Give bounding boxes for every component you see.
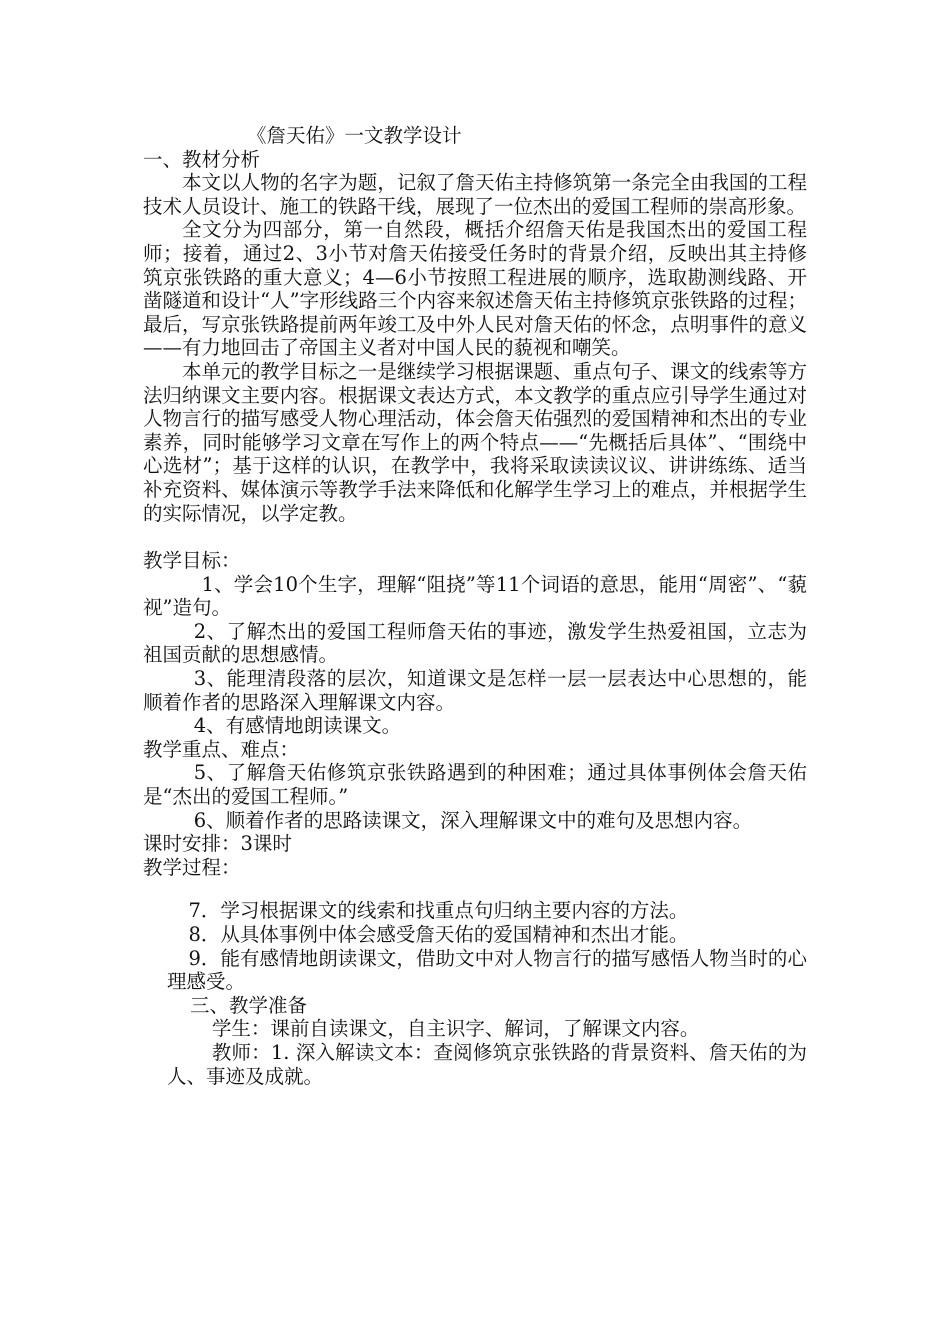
process-item: 7．学习根据课文的线索和找重点句归纳主要内容的方法。	[188, 899, 689, 923]
key-point-item: 5、了解詹天佑修筑京张铁路遇到的种困难；通过具体事例体会詹天佑是“杰出的爱国工程师。”	[143, 761, 807, 809]
preparation-teacher: 教师：1. 深入解读文本：查阅修筑京张铁路的背景资料、詹天佑的为人、事迹及成就。	[167, 1040, 807, 1088]
goal-item: 3、能理清段落的层次，知道课文是怎样一层一层表达中心思想的，能顺着作者的思路深入理解课文内容。	[143, 667, 807, 714]
goal-item: 1、学会10个生字，理解“阻挠”等11个词语的意思，能用“周密”、“藐视”造句。	[143, 572, 807, 620]
goal-item: 4、有感情地朗读课文。	[193, 714, 402, 738]
key-point-item: 6、顺着作者的思路读课文，深入理解课文中的难句及思想内容。	[193, 808, 753, 832]
section-heading-teaching-goals: 教学目标：	[143, 549, 241, 573]
analysis-paragraph: 本文以人物的名字为题，记叙了詹天佑主持修筑第一条完全由我国的工程技术人员设计、施工的铁路干线，展现了一位杰出的爱国工程师的崇高形象。	[143, 171, 807, 218]
section-heading-material-analysis: 一、教材分析	[143, 147, 261, 171]
section-heading-preparation: 三、教学准备	[190, 993, 308, 1017]
section-heading-key-points: 教学重点、难点：	[143, 737, 300, 761]
analysis-paragraph: 全文分为四部分，第一自然段，概括介绍詹天佑是我国杰出的爱国工程师；接着，通过2、3小节对詹天佑接受任务时的背景介绍，反映出其主持修筑京张铁路的重大意义；4—6小节按照工程进展的顺序，选取勘测线路、开凿隧道和设计“人”字形线路三个内容来叙述詹天佑主持修筑京张铁路的过程；最后，写京张铁路提前两年竣工及中外人民对詹天佑的怀念，点明事件的意义——有力地回击了帝国主义者对中国人民的藐视和嘲笑。	[143, 218, 807, 360]
schedule-line: 课时安排：3课时	[143, 832, 292, 856]
process-item: 9．能有感情地朗读课文，借助文中对人物言行的描写感悟人物当时的心理感受。	[167, 946, 807, 994]
blank-line	[143, 525, 807, 549]
section-heading-teaching-process: 教学过程：	[143, 855, 241, 879]
goal-item: 2、了解杰出的爱国工程师詹天佑的事迹，激发学生热爱祖国，立志为祖国贡献的思想感情。	[143, 619, 807, 667]
blank-line	[143, 879, 807, 899]
process-item: 8．从具体事例中体会感受詹天佑的爱国精神和杰出才能。	[188, 923, 689, 946]
document-page	[143, 124, 807, 1088]
document-title: 《詹天佑》一文教学设计	[247, 124, 462, 147]
analysis-paragraph: 本单元的教学目标之一是继续学习根据课题、重点句子、课文的线索等方法归纳课文主要内容。根据课文表达方式，本文教学的重点应引导学生通过对人物言行的描写感受人物心理活动，体会詹天佑强烈的爱国精神和杰出的专业素养，同时能够学习文章在写作上的两个特点——“先概括后具体”、“围绕中心选材”；基于这样的认识，在教学中，我将采取读读议议、讲讲练练、适当补充资料、媒体演示等教学手法来降低和化解学生学习上的难点，并根据学生的实际情况，以学定教。	[143, 359, 807, 525]
preparation-student: 学生：课前自读课文，自主识字、解词，了解课文内容。	[211, 1017, 700, 1041]
